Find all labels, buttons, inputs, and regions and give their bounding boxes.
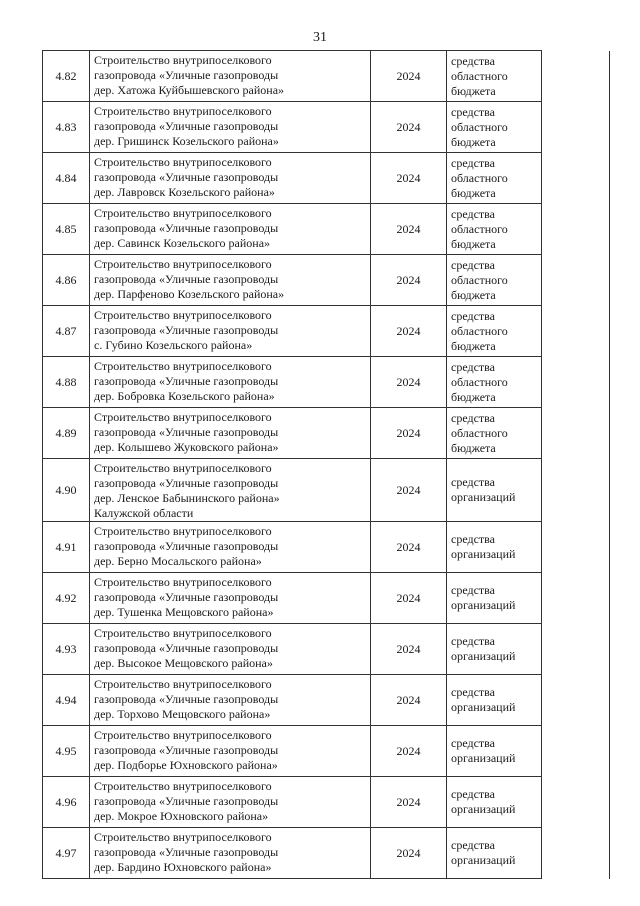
description-line: дер. Гришинск Козельского района» — [94, 134, 279, 148]
description-line: газопровода «Уличные газопроводы — [94, 425, 279, 439]
item-year: 2024 — [371, 573, 447, 624]
funding-source-line: областного — [451, 170, 508, 185]
item-description — [90, 204, 371, 255]
funding-source-line: областного — [451, 272, 508, 287]
empty-column — [542, 726, 610, 777]
description-line: Строительство внутрипоселкового — [94, 677, 272, 691]
description-line: Строительство внутрипоселкового — [94, 410, 272, 424]
empty-column — [542, 624, 610, 675]
funding-source — [447, 255, 542, 306]
funding-source — [447, 408, 542, 459]
funding-source — [447, 204, 542, 255]
funding-source-line: организаций — [451, 802, 516, 816]
description-line: Строительство внутрипоселкового — [94, 53, 272, 67]
empty-column — [542, 675, 610, 726]
item-year: 2024 — [371, 153, 447, 204]
table-row — [43, 408, 610, 459]
funding-source-line: организаций — [451, 598, 516, 612]
funding-source — [447, 726, 542, 777]
funding-source-line: организаций — [451, 751, 516, 765]
description-line: дер. Высокое Мещовского района» — [94, 656, 273, 670]
item-year: 2024 — [371, 777, 447, 828]
funding-source-line: областного — [451, 221, 508, 236]
funding-source — [447, 459, 542, 522]
table-row — [43, 255, 610, 306]
empty-column — [542, 522, 610, 573]
empty-column — [542, 459, 610, 522]
funding-source-line: средства — [451, 410, 496, 425]
funding-source — [447, 828, 542, 879]
funding-source-line: бюджета — [451, 338, 496, 353]
table-row — [43, 357, 610, 408]
description-line: газопровода «Уличные газопроводы — [94, 845, 279, 859]
empty-column — [542, 153, 610, 204]
table-row — [43, 153, 610, 204]
description-line: дер. Берно Мосальского района» — [94, 554, 262, 568]
funding-source-line: бюджета — [451, 83, 496, 98]
item-year: 2024 — [371, 204, 447, 255]
item-year: 2024 — [371, 357, 447, 408]
table-body — [43, 51, 610, 879]
funding-source-line: бюджета — [451, 287, 496, 302]
funding-source-line: организаций — [451, 649, 516, 663]
measures-table — [42, 50, 610, 879]
item-description — [90, 675, 371, 726]
funding-source — [447, 522, 542, 573]
funding-source-line: бюджета — [451, 185, 496, 200]
funding-source-line: бюджета — [451, 236, 496, 251]
description-line: газопровода «Уличные газопроводы — [94, 692, 279, 706]
description-line: Строительство внутрипоселкового — [94, 359, 272, 373]
description-line: газопровода «Уличные газопроводы — [94, 590, 279, 604]
item-number: 4.97 — [43, 828, 90, 879]
funding-source-line: средства — [451, 583, 496, 597]
funding-source — [447, 573, 542, 624]
table-row — [43, 726, 610, 777]
funding-source-line: областного — [451, 119, 508, 134]
funding-source — [447, 153, 542, 204]
funding-source-line: средства — [451, 838, 496, 852]
funding-source-line: организаций — [451, 490, 516, 504]
item-year: 2024 — [371, 828, 447, 879]
page-number: 31 — [313, 30, 327, 45]
funding-source — [447, 306, 542, 357]
funding-source-line: средства — [451, 736, 496, 750]
empty-column — [542, 573, 610, 624]
item-description — [90, 573, 371, 624]
item-number: 4.88 — [43, 357, 90, 408]
item-year: 2024 — [371, 675, 447, 726]
funding-source-line: средства — [451, 634, 496, 648]
item-number: 4.83 — [43, 102, 90, 153]
description-line: газопровода «Уличные газопроводы — [94, 119, 279, 133]
description-line: газопровода «Уличные газопроводы — [94, 68, 279, 82]
item-number: 4.90 — [43, 459, 90, 522]
item-description — [90, 624, 371, 675]
funding-source-line: средства — [451, 104, 496, 119]
item-year: 2024 — [371, 408, 447, 459]
description-line: Строительство внутрипоселкового — [94, 461, 272, 475]
item-description — [90, 522, 371, 573]
funding-source-line: средства — [451, 257, 496, 272]
funding-source-line: бюджета — [451, 440, 496, 455]
item-number: 4.85 — [43, 204, 90, 255]
description-line: дер. Хатожа Куйбышевского района» — [94, 83, 285, 97]
item-year: 2024 — [371, 102, 447, 153]
funding-source-line: средства — [451, 206, 496, 221]
funding-source-line: средства — [451, 787, 496, 801]
table-row — [43, 204, 610, 255]
item-description — [90, 306, 371, 357]
item-description — [90, 828, 371, 879]
funding-source-line: средства — [451, 155, 496, 170]
item-year: 2024 — [371, 51, 447, 102]
item-description — [90, 777, 371, 828]
item-number: 4.84 — [43, 153, 90, 204]
item-description — [90, 102, 371, 153]
empty-column — [542, 828, 610, 879]
funding-source — [447, 777, 542, 828]
description-line: газопровода «Уличные газопроводы — [94, 539, 279, 553]
table-row — [43, 459, 610, 522]
funding-source-line: организаций — [451, 853, 516, 867]
item-number: 4.89 — [43, 408, 90, 459]
funding-source — [447, 675, 542, 726]
item-description — [90, 255, 371, 306]
item-year: 2024 — [371, 459, 447, 522]
item-number: 4.93 — [43, 624, 90, 675]
item-number: 4.91 — [43, 522, 90, 573]
item-number: 4.87 — [43, 306, 90, 357]
item-number: 4.95 — [43, 726, 90, 777]
description-line: дер. Савинск Козельского района» — [94, 236, 271, 250]
funding-source-line: средства — [451, 308, 496, 323]
table-row — [43, 777, 610, 828]
description-line: Строительство внутрипоселкового — [94, 524, 272, 538]
funding-source-line: средства — [451, 532, 496, 546]
table-row — [43, 51, 610, 102]
empty-column — [542, 357, 610, 408]
table-row — [43, 306, 610, 357]
funding-source — [447, 357, 542, 408]
description-line: Строительство внутрипоселкового — [94, 308, 272, 322]
item-description — [90, 726, 371, 777]
funding-source — [447, 51, 542, 102]
description-line: Строительство внутрипоселкового — [94, 575, 272, 589]
table-row — [43, 624, 610, 675]
description-line: газопровода «Уличные газопроводы — [94, 641, 279, 655]
empty-column — [542, 204, 610, 255]
item-number: 4.94 — [43, 675, 90, 726]
table-row — [43, 573, 610, 624]
item-description — [90, 459, 371, 522]
empty-column — [542, 306, 610, 357]
funding-source-line: бюджета — [451, 389, 496, 404]
funding-source-line: средства — [451, 685, 496, 699]
item-description — [90, 153, 371, 204]
description-line: дер. Мокрое Юхновского района» — [94, 809, 269, 823]
funding-source-line: областного — [451, 68, 508, 83]
description-line: дер. Парфеново Козельского района» — [94, 287, 285, 301]
item-number: 4.96 — [43, 777, 90, 828]
description-line: дер. Бобровка Козельского района» — [94, 389, 275, 403]
funding-source-line: средства — [451, 53, 496, 68]
empty-column — [542, 777, 610, 828]
item-description — [90, 408, 371, 459]
item-description — [90, 357, 371, 408]
funding-source — [447, 102, 542, 153]
funding-source — [447, 624, 542, 675]
funding-source-line: областного — [451, 425, 508, 440]
item-number: 4.82 — [43, 51, 90, 102]
table-row — [43, 102, 610, 153]
description-line: газопровода «Уличные газопроводы — [94, 476, 279, 490]
empty-column — [542, 102, 610, 153]
description-line: с. Губино Козельского района» — [94, 338, 253, 352]
description-line: газопровода «Уличные газопроводы — [94, 794, 279, 808]
description-line: Строительство внутрипоселкового — [94, 206, 272, 220]
description-line: газопровода «Уличные газопроводы — [94, 323, 279, 337]
empty-column — [542, 255, 610, 306]
item-year: 2024 — [371, 624, 447, 675]
description-line: дер. Подборье Юхновского района» — [94, 758, 278, 772]
description-line: газопровода «Уличные газопроводы — [94, 221, 279, 235]
funding-source-line: организаций — [451, 700, 516, 714]
empty-column — [542, 408, 610, 459]
description-line: Строительство внутрипоселкового — [94, 830, 272, 844]
description-line: газопровода «Уличные газопроводы — [94, 374, 279, 388]
description-line: дер. Лавровск Козельского района» — [94, 185, 275, 199]
item-year: 2024 — [371, 255, 447, 306]
funding-source-line: средства — [451, 475, 496, 489]
funding-source-line: областного — [451, 374, 508, 389]
item-number: 4.86 — [43, 255, 90, 306]
funding-source-line: средства — [451, 359, 496, 374]
table-row — [43, 828, 610, 879]
description-line: дер. Бардино Юхновского района» — [94, 860, 272, 874]
description-line: дер. Тушенка Мещовского района» — [94, 605, 274, 619]
description-line: газопровода «Уличные газопроводы — [94, 743, 279, 757]
funding-source-line: организаций — [451, 547, 516, 561]
table-row — [43, 675, 610, 726]
description-line: Калужской области — [94, 506, 194, 520]
item-description — [90, 51, 371, 102]
funding-source-line: бюджета — [451, 134, 496, 149]
description-line: Строительство внутрипоселкового — [94, 104, 272, 118]
item-year: 2024 — [371, 522, 447, 573]
table-row — [43, 522, 610, 573]
item-year: 2024 — [371, 726, 447, 777]
description-line: дер. Колышево Жуковского района» — [94, 440, 279, 454]
description-line: дер. Торхово Мещовского района» — [94, 707, 271, 721]
description-line: Строительство внутрипоселкового — [94, 155, 272, 169]
description-line: газопровода «Уличные газопроводы — [94, 170, 279, 184]
item-year: 2024 — [371, 306, 447, 357]
description-line: дер. Ленское Бабынинского района» — [94, 491, 280, 505]
description-line: газопровода «Уличные газопроводы — [94, 272, 279, 286]
description-line: Строительство внутрипоселкового — [94, 257, 272, 271]
description-line: Строительство внутрипоселкового — [94, 626, 272, 640]
description-line: Строительство внутрипоселкового — [94, 779, 272, 793]
empty-column — [542, 51, 610, 102]
funding-source-line: областного — [451, 323, 508, 338]
item-number: 4.92 — [43, 573, 90, 624]
description-line: Строительство внутрипоселкового — [94, 728, 272, 742]
